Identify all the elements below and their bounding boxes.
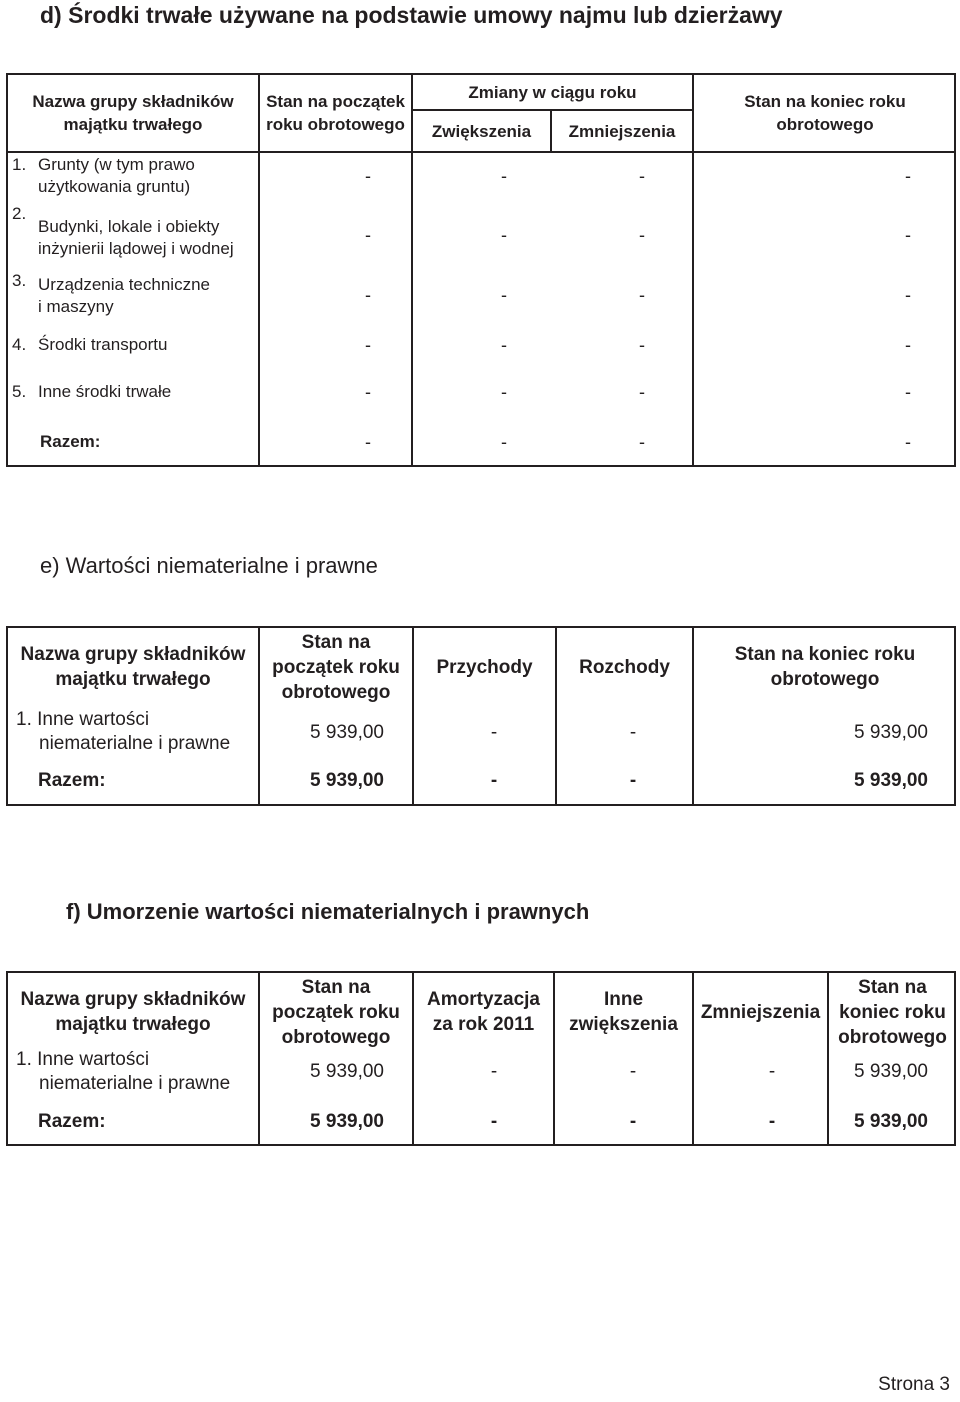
table-row-label: [8, 377, 258, 407]
total-label: Razem:: [38, 770, 106, 791]
total-start: 5 939,00: [310, 770, 384, 791]
table-intangible-assets: [6, 626, 956, 806]
cell-end: -: [905, 284, 911, 305]
row-number: 1.: [12, 155, 27, 174]
header-line: koniec roku: [839, 1001, 946, 1023]
label-line: niematerialne i prawne: [39, 1073, 231, 1094]
header-end-of-year: [694, 75, 956, 151]
header-start-of-year: [260, 628, 412, 706]
section-f-title: f) Umorzenie wartości niematerialnych i prawnych: [66, 899, 590, 924]
header-line: obrotowego: [838, 1026, 947, 1048]
table-row-label: [16, 1048, 256, 1098]
label-line: Urządzenia techniczne: [38, 275, 210, 294]
header-line: Nazwa grupy składników: [20, 989, 246, 1010]
header-end-of-year: [694, 628, 956, 706]
header-line: Nazwa grupy składników: [20, 644, 246, 665]
cell-increase: -: [501, 165, 507, 186]
row-label: [38, 216, 234, 260]
cell-decrease: -: [768, 1061, 776, 1082]
cell-start: -: [365, 224, 371, 245]
header-decrease: Zmniejszenia: [700, 1001, 821, 1023]
header-asset-group: [8, 75, 258, 151]
section-e-title: e) Wartości niematerialne i prawne: [40, 553, 378, 578]
total-decrease: -: [768, 1111, 776, 1132]
header-line: majątku trwałego: [63, 115, 203, 134]
header-decrease: Zmniejszenia: [568, 121, 676, 141]
cell-increase: -: [501, 224, 507, 245]
cell-decrease: -: [639, 165, 645, 186]
row-label: [38, 154, 195, 198]
header-line: Stan na koniec roku: [734, 644, 916, 665]
label-line: 1. Inne wartości: [16, 1049, 150, 1070]
total-outgo: -: [629, 770, 637, 791]
page-number: Strona 3: [878, 1374, 950, 1395]
table-row-label: [16, 708, 256, 758]
row-number: 2.: [12, 204, 27, 223]
label-line: Grunty (w tym prawo: [38, 155, 195, 174]
total-label: Razem:: [38, 1111, 106, 1132]
total-amortization: -: [490, 1111, 498, 1132]
cell-start: -: [365, 334, 371, 355]
table-leased-fixed-assets: [6, 73, 956, 467]
header-line: Inne: [603, 989, 644, 1010]
cell-decrease: -: [639, 334, 645, 355]
header-line: początek roku: [272, 656, 400, 678]
header-line: majątku trwałego: [55, 669, 211, 690]
row-number: 4.: [12, 335, 27, 354]
label-line: inżynierii lądowej i wodnej: [38, 239, 234, 258]
total-end: 5 939,00: [854, 770, 928, 791]
header-line: obrotowego: [776, 115, 874, 134]
table-intangible-amortization: [6, 971, 956, 1146]
header-changes-during-year: Zmiany w ciągu roku: [468, 82, 637, 102]
label-line: użytkowania gruntu): [38, 177, 191, 196]
cell-end: 5 939,00: [854, 722, 928, 743]
total-income: -: [490, 770, 498, 791]
table-row-label: [8, 153, 258, 203]
row-label: [38, 274, 210, 318]
total-other-increase: -: [629, 1111, 637, 1132]
header-start-of-year: [260, 973, 412, 1051]
cell-outgo: -: [629, 722, 637, 743]
cell-start: -: [365, 284, 371, 305]
header-line: Stan na: [301, 631, 371, 653]
cell-end: -: [905, 334, 911, 355]
header-other-increase: [555, 973, 692, 1051]
row-label: Środki transportu: [38, 335, 168, 354]
cell-end: -: [905, 224, 911, 245]
header-asset-group: [8, 973, 258, 1051]
header-line: obrotowego: [281, 1026, 391, 1048]
cell-decrease: -: [639, 224, 645, 245]
cell-increase: -: [501, 284, 507, 305]
label-line: niematerialne i prawne: [39, 733, 231, 754]
header-end-of-year: [829, 973, 956, 1051]
cell-start: -: [365, 165, 371, 186]
header-amortization: [414, 973, 553, 1051]
header-line: Nazwa grupy składników: [32, 92, 234, 111]
header-line: Stan na początek: [266, 92, 405, 111]
table-row-label: [8, 330, 258, 360]
header-outgo: Rozchody: [579, 656, 670, 678]
cell-end: -: [905, 381, 911, 402]
row-number: 3.: [12, 271, 27, 290]
table-row-label: [8, 270, 258, 326]
total-increase: -: [501, 431, 507, 452]
row-number: 5.: [12, 382, 27, 401]
row-label: Inne środki trwałe: [38, 382, 172, 401]
total-end: 5 939,00: [854, 1111, 928, 1132]
header-line: początek roku: [272, 1001, 400, 1023]
cell-end: 5 939,00: [854, 1061, 928, 1082]
header-increase: Zwiększenia: [431, 121, 532, 141]
header-line: majątku trwałego: [55, 1014, 211, 1035]
cell-start: 5 939,00: [310, 1061, 384, 1082]
label-line: Budynki, lokale i obiekty: [38, 217, 220, 236]
cell-increase: -: [501, 381, 507, 402]
header-income: Przychody: [436, 656, 533, 678]
total-start: -: [365, 431, 371, 452]
total-decrease: -: [639, 431, 645, 452]
header-line: zwiększenia: [569, 1014, 678, 1035]
cell-amortization: -: [490, 1061, 498, 1082]
total-end: -: [905, 431, 911, 452]
total-label: Razem:: [40, 432, 101, 451]
header-line: roku obrotowego: [266, 115, 405, 134]
section-d-title: d) Środki trwałe używane na podstawie umowy najmu lub dzierżawy: [40, 2, 783, 28]
cell-end: -: [905, 165, 911, 186]
total-start: 5 939,00: [310, 1111, 384, 1132]
cell-other-increase: -: [629, 1061, 637, 1082]
header-asset-group: [8, 628, 258, 706]
header-line: Stan na koniec roku: [744, 92, 906, 111]
cell-decrease: -: [639, 381, 645, 402]
cell-start: 5 939,00: [310, 722, 384, 743]
label-line: 1. Inne wartości: [16, 709, 150, 730]
table-row-label: [8, 203, 258, 265]
header-line: Amortyzacja: [427, 989, 540, 1010]
header-line: Stan na: [301, 976, 371, 998]
cell-income: -: [490, 722, 498, 743]
header-line: za rok 2011: [432, 1014, 535, 1035]
header-line: obrotowego: [281, 681, 391, 703]
cell-decrease: -: [639, 284, 645, 305]
header-line: Stan na: [858, 976, 927, 998]
header-line: obrotowego: [770, 669, 880, 690]
label-line: i maszyny: [38, 297, 114, 316]
cell-increase: -: [501, 334, 507, 355]
cell-start: -: [365, 381, 371, 402]
header-start-of-year: [260, 75, 411, 151]
